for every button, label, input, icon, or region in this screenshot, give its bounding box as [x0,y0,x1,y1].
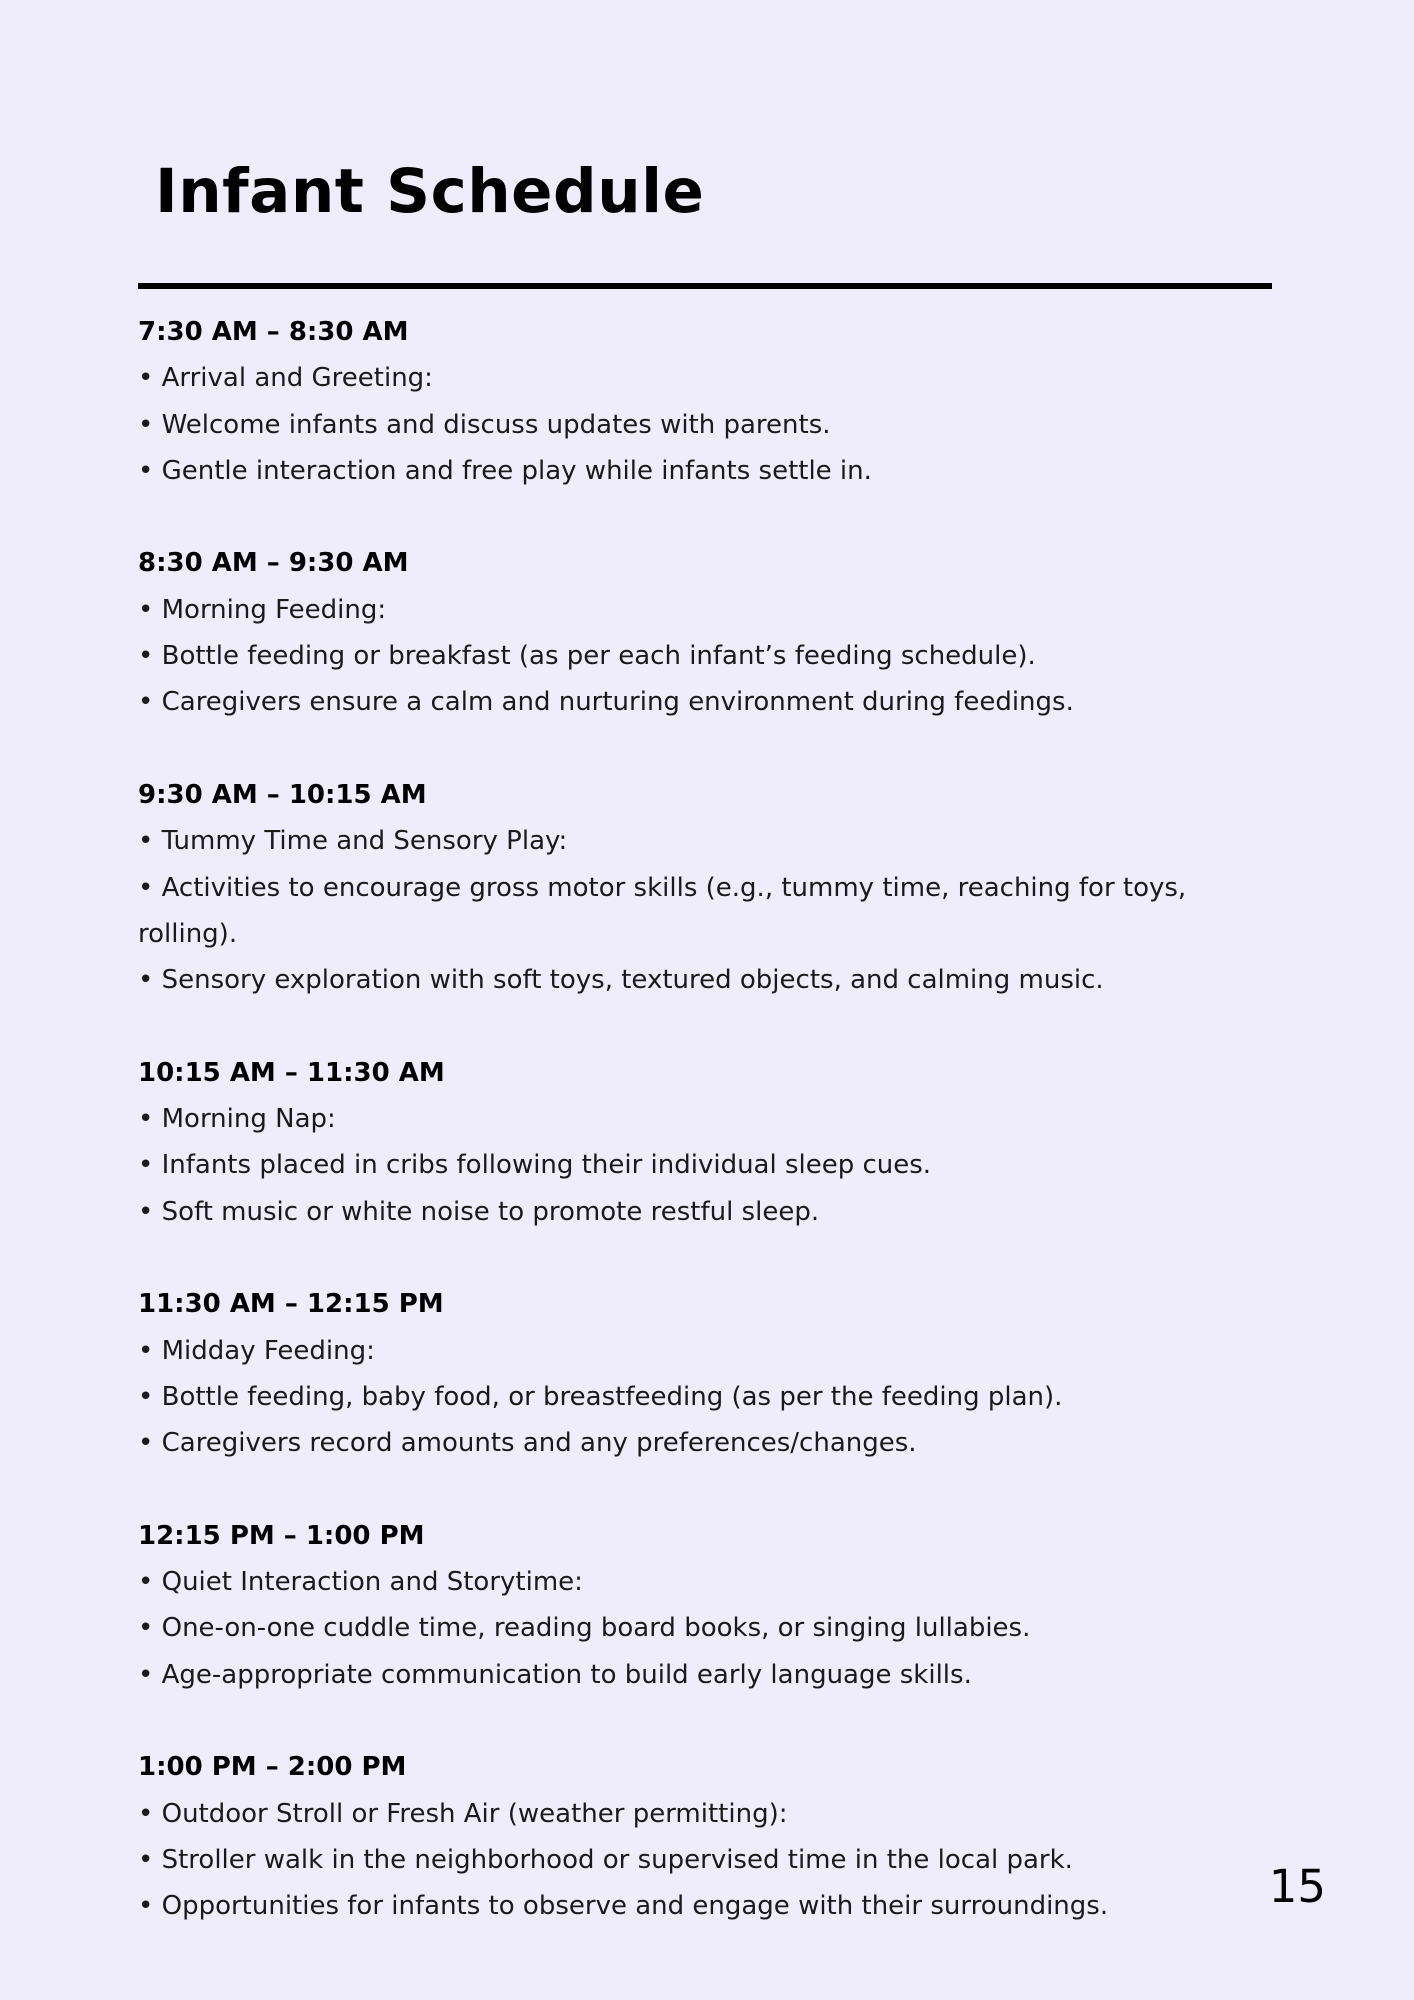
schedule-item: • Morning Feeding: [138,594,387,625]
schedule-item: • Infants placed in cribs following their individual sleep cues. [138,1150,932,1181]
schedule-list [138,309,1288,1976]
time-slot-heading: 11:30 AM – 12:15 PM [138,1289,444,1320]
time-slot-heading: 9:30 AM – 10:15 AM [138,779,427,810]
time-slot-heading: 7:30 AM – 8:30 AM [138,317,409,347]
schedule-item: • Outdoor Stroll or Fresh Air (weather permitting): [138,1798,788,1829]
schedule-item: • One-on-one cuddle time, reading board books, or singing lullabies. [138,1613,1031,1644]
schedule-item: • Age-appropriate communication to build early language skills. [138,1659,972,1690]
page-number: 15 [1268,1860,1326,1913]
schedule-item: • Activities to encourage gross motor skills (e.g., tummy time, reaching for toys, rolling). [138,872,1187,949]
schedule-item: • Midday Feeding: [138,1335,375,1366]
time-slot-heading: 12:15 PM – 1:00 PM [138,1520,425,1551]
schedule-block [138,1281,1288,1466]
schedule-item: • Quiet Interaction and Storytime: [138,1567,583,1598]
time-slot-heading: 10:15 AM – 11:30 AM [138,1057,445,1088]
time-slot-heading: 1:00 PM – 2:00 PM [138,1752,407,1783]
schedule-block [138,1744,1288,1929]
schedule-item: • Welcome infants and discuss updates with parents. [138,409,831,440]
schedule-item: • Morning Nap: [138,1104,336,1135]
schedule-item: • Sensory exploration with soft toys, textured objects, and calming music. [138,965,1104,996]
schedule-item: • Stroller walk in the neighborhood or supervised time in the local park. [138,1844,1073,1875]
schedule-item: • Bottle feeding or breakfast (as per each infant’s feeding schedule). [138,641,1036,672]
schedule-item: • Gentle interaction and free play while infants settle in. [138,455,872,486]
schedule-block [138,1513,1288,1698]
schedule-item: • Arrival and Greeting: [138,363,433,394]
schedule-block [138,1050,1288,1235]
schedule-item: • Tummy Time and Sensory Play: [138,826,568,857]
schedule-block [138,772,1288,1003]
schedule-item: • Caregivers ensure a calm and nurturing environment during feedings. [138,687,1074,718]
time-slot-heading: 8:30 AM – 9:30 AM [138,548,409,579]
schedule-item: • Soft music or white noise to promote restful sleep. [138,1196,820,1227]
schedule-item: • Caregivers record amounts and any preferences/changes. [138,1428,917,1459]
schedule-item: • Opportunities for infants to observe and engage with their surroundings. [138,1891,1109,1922]
schedule-item: • Bottle feeding, baby food, or breastfeeding (as per the feeding plan). [138,1381,1063,1412]
schedule-block [138,540,1288,725]
schedule-block [138,309,1288,494]
page-title: Infant Schedule [155,156,705,227]
title-divider [138,283,1272,289]
